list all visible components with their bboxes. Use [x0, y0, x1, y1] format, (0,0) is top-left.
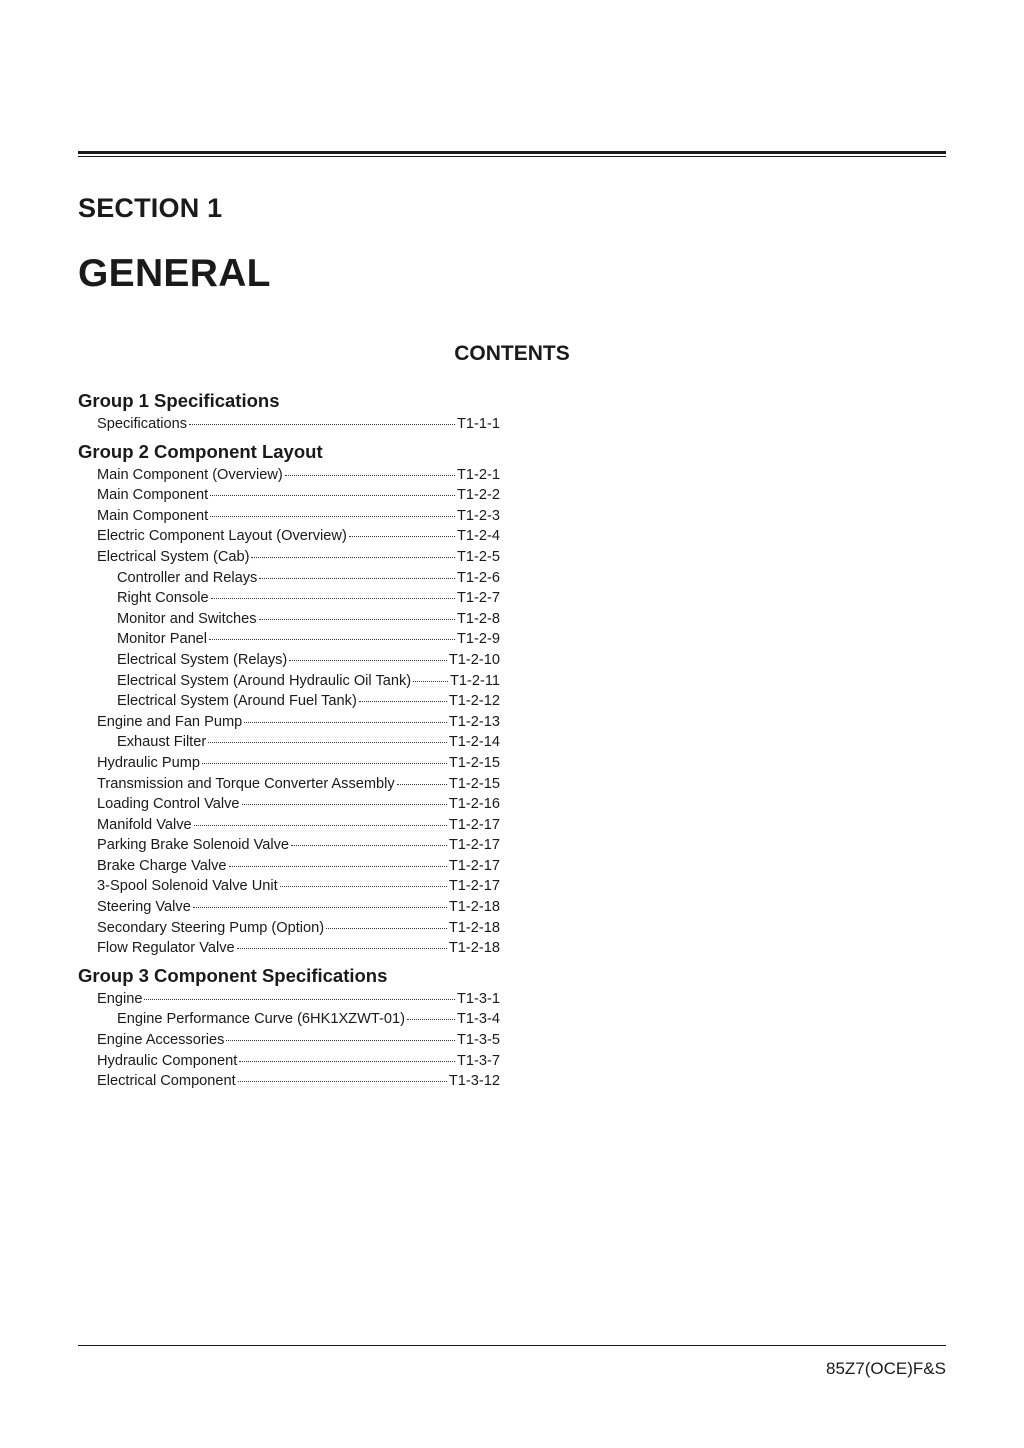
footer-rule [78, 1345, 946, 1346]
toc-entry-label: Engine Performance Curve (6HK1XZWT-01) [117, 1011, 405, 1028]
toc-entry-page: T1-2-11 [449, 672, 500, 689]
toc-entry-label: Exhaust Filter [117, 734, 207, 751]
toc-entry-label: Transmission and Torque Converter Assembly [97, 775, 395, 792]
toc-dot-leader [208, 742, 447, 743]
toc-entry-page: T1-2-13 [448, 713, 500, 730]
toc-dot-leader [397, 784, 447, 785]
toc-dot-leader [210, 516, 455, 517]
toc-entry-label: Specifications [97, 416, 188, 432]
toc-entry-page: T1-3-1 [457, 990, 500, 1007]
toc-dot-leader [209, 639, 455, 640]
toc-entry-label: Main Component [97, 507, 209, 524]
toc-entry-label: Steering Valve [97, 899, 191, 916]
toc-dot-leader [238, 1081, 447, 1082]
toc-entry-label: Parking Brake Solenoid Valve [97, 837, 289, 854]
toc-entry[interactable] [78, 732, 500, 753]
toc-entry[interactable] [78, 506, 500, 527]
toc-entry[interactable] [78, 774, 500, 795]
toc-dot-leader [244, 722, 447, 723]
toc-entry[interactable] [78, 835, 500, 856]
toc-entry[interactable] [78, 876, 500, 897]
toc-dot-leader [239, 1061, 455, 1062]
toc-entry-page: T1-3-4 [457, 1011, 500, 1028]
toc-dot-leader [413, 681, 448, 682]
toc-entry[interactable] [78, 897, 500, 918]
table-of-contents [78, 388, 500, 1096]
toc-entry-page: T1-2-4 [457, 528, 500, 545]
toc-dot-leader [289, 660, 447, 661]
toc-entry-page: T1-2-15 [448, 775, 500, 792]
toc-entry-label: Secondary Steering Pump (Option) [97, 919, 325, 936]
toc-entry-page: T1-2-2 [457, 487, 500, 504]
toc-group [78, 439, 500, 959]
toc-entry-label: Main Component (Overview) [97, 466, 283, 483]
toc-entry[interactable] [78, 609, 500, 630]
toc-entry-page: T1-2-16 [448, 796, 500, 813]
header-rule-thin [78, 156, 946, 157]
toc-entry-label: Main Component [97, 487, 209, 504]
toc-entry-label: Engine [97, 990, 143, 1007]
toc-group-title: Group 3 Component Specifications [78, 964, 388, 986]
toc-dot-leader [285, 475, 455, 476]
toc-entry-page: T1-2-18 [448, 940, 500, 957]
toc-dot-leader [189, 424, 455, 425]
toc-group-title: Group 1 Specifications [78, 390, 280, 411]
toc-entry-page: T1-2-9 [457, 631, 500, 648]
toc-entry-page: T1-2-17 [448, 857, 500, 874]
toc-entry-page: T1-3-7 [457, 1052, 500, 1069]
toc-dot-leader [211, 598, 455, 599]
toc-entry-page: T1-2-3 [457, 507, 500, 524]
section-number: SECTION 1 [78, 193, 223, 223]
toc-entry-label: Loading Control Valve [97, 796, 240, 813]
document-code: 85Z7(OCE)F&S [826, 1359, 946, 1378]
toc-entry-label: Monitor and Switches [117, 610, 257, 627]
toc-entry[interactable] [78, 414, 500, 435]
toc-entry-page: T1-2-14 [448, 734, 500, 751]
toc-dot-leader [242, 804, 447, 805]
toc-entry-label: Engine and Fan Pump [97, 713, 243, 730]
toc-entry[interactable] [78, 856, 500, 877]
toc-entry[interactable] [78, 588, 500, 609]
toc-dot-leader [259, 619, 455, 620]
toc-entry-label: Flow Regulator Valve [97, 940, 235, 957]
toc-entry[interactable] [78, 989, 500, 1010]
toc-entry-page: T1-1-1 [457, 416, 500, 432]
toc-entry-label: Manifold Valve [97, 816, 192, 833]
toc-entry-page: T1-2-17 [448, 816, 500, 833]
toc-entry-label: Hydraulic Component [97, 1052, 238, 1069]
toc-dot-leader [229, 866, 447, 867]
toc-entry[interactable] [78, 650, 500, 671]
toc-entry-label: Right Console [117, 590, 209, 607]
toc-entry[interactable] [78, 753, 500, 774]
toc-entry[interactable] [78, 671, 500, 692]
toc-dot-leader [226, 1040, 455, 1041]
toc-entry-page: T1-2-7 [457, 590, 500, 607]
toc-entry-label: Engine Accessories [97, 1032, 225, 1049]
toc-entry[interactable] [78, 465, 500, 486]
toc-entry-label: Hydraulic Pump [97, 754, 201, 771]
toc-entry-label: Electrical System (Cab) [97, 548, 250, 565]
toc-entry-page: T1-3-12 [448, 1073, 500, 1090]
toc-dot-leader [349, 536, 455, 537]
toc-group [78, 963, 500, 1092]
toc-entry[interactable] [78, 547, 500, 568]
toc-dot-leader [194, 825, 447, 826]
toc-entry[interactable] [78, 918, 500, 939]
toc-dot-leader [202, 763, 447, 764]
contents-heading: CONTENTS [454, 342, 570, 365]
section-title: GENERAL [78, 252, 271, 295]
toc-entry-page: T1-2-5 [457, 548, 500, 565]
toc-entry-page: T1-2-15 [448, 754, 500, 771]
toc-dot-leader [144, 999, 455, 1000]
toc-entry-page: T1-2-12 [448, 693, 500, 710]
toc-entry-page: T1-2-18 [448, 899, 500, 916]
toc-entry-page: T1-2-10 [448, 651, 500, 668]
toc-dot-leader [326, 928, 447, 929]
toc-entry-page: T1-2-18 [448, 919, 500, 936]
toc-entry[interactable] [78, 1009, 500, 1030]
toc-entry-page: T1-2-1 [457, 466, 500, 483]
toc-entry-label: Brake Charge Valve [97, 857, 227, 874]
toc-entry-page: T1-2-8 [457, 610, 500, 627]
toc-entry[interactable] [78, 526, 500, 547]
toc-entry-label: Electrical System (Around Hydraulic Oil Tank) [117, 672, 412, 689]
toc-entry-label: Controller and Relays [117, 569, 258, 586]
toc-dot-leader [251, 557, 455, 558]
toc-dot-leader [210, 495, 455, 496]
header-rule-thick [78, 151, 946, 154]
toc-entry[interactable] [78, 568, 500, 589]
toc-entry-label: Electric Component Layout (Overview) [97, 528, 347, 545]
toc-entry-label: Monitor Panel [117, 631, 208, 648]
toc-dot-leader [237, 948, 447, 949]
toc-group [78, 388, 500, 435]
toc-dot-leader [359, 701, 447, 702]
toc-dot-leader [259, 578, 455, 579]
toc-entry[interactable] [78, 691, 500, 712]
toc-entry[interactable] [78, 1051, 500, 1072]
toc-entry[interactable] [78, 815, 500, 836]
toc-entry-label: Electrical Component [97, 1073, 236, 1090]
toc-dot-leader [280, 886, 447, 887]
toc-dot-leader [291, 845, 447, 846]
toc-entry[interactable] [78, 485, 500, 506]
toc-entry-page: T1-2-17 [448, 878, 500, 895]
toc-entry[interactable] [78, 1071, 500, 1092]
toc-dot-leader [193, 907, 447, 908]
toc-entry-label: 3-Spool Solenoid Valve Unit [97, 878, 278, 895]
toc-entry[interactable] [78, 712, 500, 733]
toc-entry-page: T1-2-17 [448, 837, 500, 854]
toc-entry[interactable] [78, 629, 500, 650]
toc-entry-page: T1-3-5 [457, 1032, 500, 1049]
toc-entry[interactable] [78, 938, 500, 959]
toc-entry[interactable] [78, 1030, 500, 1051]
toc-entry-label: Electrical System (Relays) [117, 651, 288, 668]
toc-dot-leader [407, 1019, 455, 1020]
toc-entry[interactable] [78, 794, 500, 815]
toc-group-title: Group 2 Component Layout [78, 440, 323, 462]
toc-entry-label: Electrical System (Around Fuel Tank) [117, 693, 357, 710]
toc-entry-page: T1-2-6 [457, 569, 500, 586]
